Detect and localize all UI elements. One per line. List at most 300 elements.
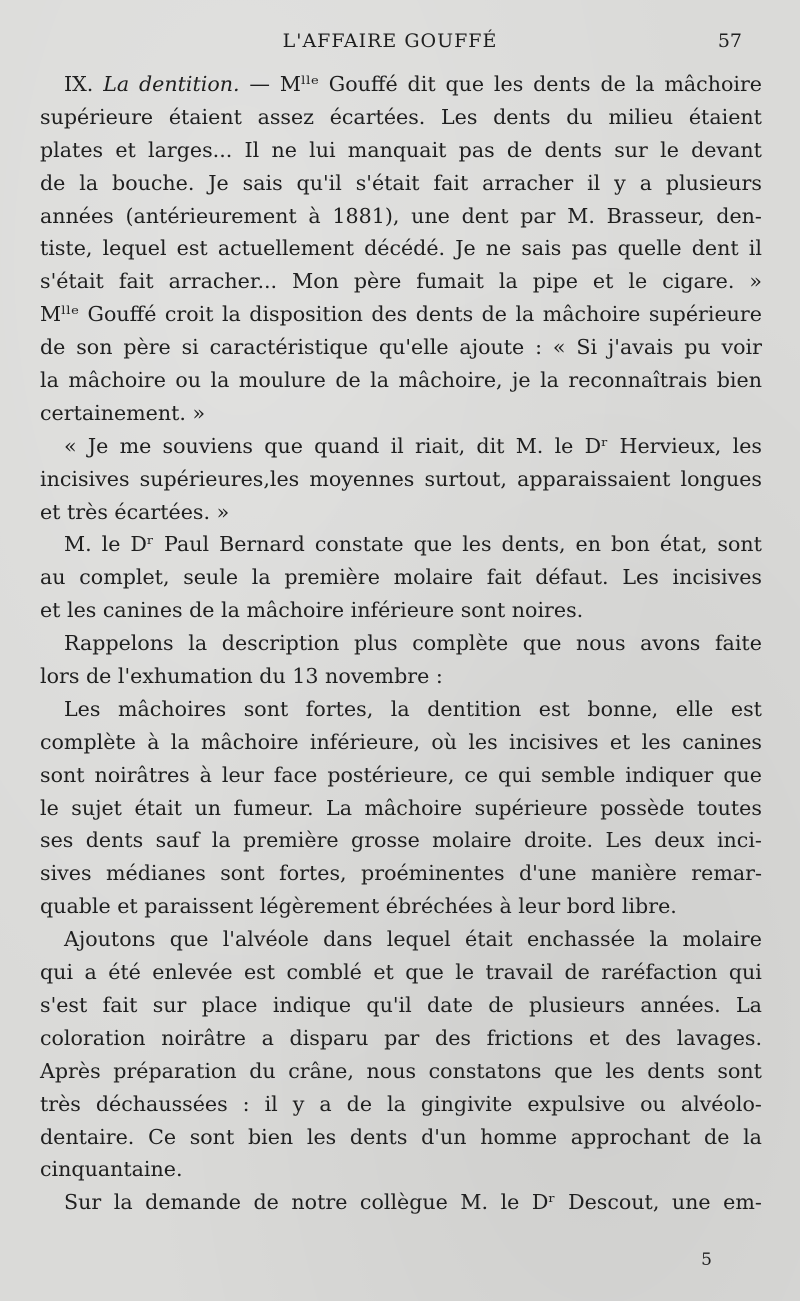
word: j'avais [607,335,674,360]
word: lequel [102,236,167,261]
quote-line [40,857,762,890]
text-line [40,430,762,463]
quote-line [40,890,762,923]
word: devant [691,137,762,162]
word: déchaussées [95,1091,228,1116]
word: molaire [432,828,512,853]
word: père [353,269,402,294]
word: est [538,696,570,721]
word: ne [485,236,512,261]
word: y [614,170,626,195]
word: Après [40,1058,101,1083]
word: reconnaîtrais [568,368,708,393]
word: sont [717,532,762,557]
quote-line [40,1088,762,1121]
word: des [625,1025,662,1050]
line-text: quable et paraissent légèrement ébréchées à leur bord libre. [40,894,677,919]
word: plates [40,137,104,162]
word: est [243,960,276,985]
word: la [221,302,241,327]
word: les [641,729,671,754]
word: lui [309,137,336,162]
word: état, [659,532,708,557]
quote-line [40,1153,762,1186]
quote-line [40,1121,762,1154]
word: je [512,368,531,393]
word: La [326,795,352,820]
text-line [40,627,762,660]
word: leur [221,762,264,787]
word: » [749,269,762,294]
word: notre [291,1190,348,1215]
word: fumeur. [233,795,314,820]
word: actuellement [217,236,354,261]
word: mâchoire [364,795,463,820]
word: la [40,368,59,393]
word: nous [366,1058,417,1083]
word: Les [441,104,478,129]
word: dentition. [139,72,240,96]
word: préparation [113,1058,237,1083]
word: qu'elle [378,335,449,360]
word: qui [498,762,532,787]
word: proéminentes [361,861,505,886]
word: remar- [691,861,762,886]
word: dit [407,72,436,96]
word: dents [493,104,551,129]
word: pipe [532,269,578,294]
text-line [40,561,762,594]
word: le [660,137,679,162]
word: constatons [428,1058,542,1083]
text-line [40,298,762,331]
word: apparaissaient [517,466,671,491]
word: de [600,72,626,96]
word: a [639,170,652,195]
word: supérieures,les [139,466,300,491]
word: pas [571,236,608,261]
word: elle [675,696,714,721]
running-title: L'AFFAIRE GOUFFÉ [282,30,498,52]
word: sont [717,1058,762,1083]
word: nous [576,631,626,656]
word: den- [716,203,762,228]
word: s'est [40,992,88,1017]
word: disparu [289,1025,369,1050]
word: enlevée [152,960,233,985]
text-line [40,134,762,167]
word: sauf [155,828,200,853]
word: postérieure, [327,762,455,787]
page-header [0,30,800,60]
word: bonne, [587,696,659,721]
text-line [40,397,762,430]
word: la [515,302,535,327]
word: manquait [347,137,447,162]
word: il [264,1091,278,1116]
word: est [730,696,762,721]
word: les [462,532,492,557]
word: mâchoire [200,729,299,754]
word: Dʳ [584,433,609,458]
word: son [76,335,113,360]
word: dents [349,1124,408,1149]
word: Les [605,828,642,853]
word: les [306,1124,337,1149]
quote-line [40,792,762,825]
word: toutes [696,795,762,820]
word: La [736,992,762,1017]
word: ou [640,1091,666,1116]
word: été [108,960,141,985]
word: ou [175,368,202,393]
word: « [64,433,77,458]
word: de [40,335,66,360]
word: Je [208,170,229,195]
word: une [671,1190,711,1215]
word: Les [64,696,101,721]
word: une [411,203,450,228]
word: Gouffé [328,72,398,96]
word: quand [314,433,380,458]
word: qui [728,960,762,985]
word: frictions [486,1025,574,1050]
word: canines [682,729,762,754]
word: par [384,1025,420,1050]
word: avons [640,631,701,656]
word: décédé. [364,236,446,261]
word: riait, [415,433,466,458]
text-line [40,496,762,529]
word: em- [723,1190,762,1215]
word: noirâtres [94,762,190,787]
word: surtout, [424,466,507,491]
word: mâchoire [542,302,641,327]
word: qu'il [296,170,342,195]
word: Descout, [568,1190,660,1215]
word: écartées. [329,104,426,129]
word: de [253,1190,279,1215]
word: il [390,433,404,458]
word: Ce [148,1124,177,1149]
word: complète [40,729,136,754]
word: plus [354,631,398,656]
word: il [748,236,762,261]
word: dents, [501,532,566,557]
word: coloration [40,1025,146,1050]
word: plusieurs [528,992,626,1017]
word: des [371,302,408,327]
word: dans [323,927,373,952]
word: sais [521,236,562,261]
word: indiquer [625,762,714,787]
word: constate [314,532,404,557]
word: dents [647,1058,705,1083]
word: que [169,927,209,952]
word: la [649,927,669,952]
word: le [500,1190,520,1215]
word: lequel [386,927,451,952]
word: la [498,269,518,294]
word: Mˡˡᵉ [40,302,80,327]
word: ajoute [459,335,525,360]
line-text: et très écartées. » [40,499,230,524]
word: la [210,368,230,393]
word: mâchoire, [398,368,503,393]
word: gingivite [420,1091,513,1116]
word: M. [460,1190,489,1215]
word: enchassée [526,927,636,952]
word: que [405,960,444,985]
word: dit [476,433,505,458]
word: grosse [351,828,420,853]
quote-line [40,726,762,759]
word: pas [458,137,495,162]
word: le [101,532,121,557]
word: molaire [682,927,762,952]
word: était [465,927,513,952]
word: dents [544,137,602,162]
quote-line [40,824,762,857]
word: Dʳ [531,1190,556,1215]
word: raréfaction [601,960,718,985]
word: possède [600,795,685,820]
text-line [40,528,762,561]
quote-line [40,956,762,989]
word: de [488,992,514,1017]
word: Sur [64,1190,102,1215]
word: la [211,828,231,853]
word: M. [64,532,92,557]
word: qui [40,960,74,985]
word: — [249,72,271,96]
word: fumait [416,269,484,294]
body-text [40,68,762,1219]
word: du [249,1058,276,1083]
word: incisives [509,729,599,754]
word: Gouffé [87,302,157,327]
word: les [605,1058,635,1083]
word: arracher [482,170,574,195]
word: et [589,1025,610,1050]
word: la [188,631,208,656]
word: et [609,729,631,754]
word: étaient [168,104,242,129]
word: première [243,828,339,853]
word: sont [243,696,289,721]
word: collègue [359,1190,448,1215]
word: d'un [421,1124,467,1149]
word: à [308,203,321,228]
word: sont [220,861,265,886]
word: Mon [292,269,339,294]
word: fait [102,992,138,1017]
line-text: cinquantaine. [40,1157,183,1182]
word: que [522,631,562,656]
word: de [564,960,590,985]
word: les [732,433,762,458]
quote-line [40,693,762,726]
word: description [221,631,340,656]
word: dentaire. [40,1124,135,1149]
word: a [84,960,97,985]
word: « [552,335,566,360]
word: a [319,1091,332,1116]
text-line [40,101,762,134]
word: travail [485,960,553,985]
word: de [506,137,533,162]
word: Dʳ [130,532,155,557]
word: arracher... [168,269,278,294]
word: faite [714,631,762,656]
word: il [587,170,601,195]
word: la [387,1091,406,1116]
word: que [413,532,453,557]
word: fortes, [305,696,374,721]
quote-line [40,1055,762,1088]
quote-line [40,989,762,1022]
word: la [540,368,559,393]
word: assez [257,104,315,129]
word: longues [680,466,762,491]
word: homme [480,1124,558,1149]
word: mâchoire [664,72,762,96]
word: milieu [608,104,674,129]
quote-line [40,1022,762,1055]
text-line [40,594,762,627]
word: y [292,1091,305,1116]
word: la [170,729,190,754]
word: que [445,72,485,96]
word: des [435,1025,471,1050]
word: alvéolo- [680,1091,762,1116]
word: première [284,565,380,590]
word: années. [640,992,721,1017]
word: la [390,696,410,721]
word: indique [272,992,352,1017]
word: bon [610,532,650,557]
word: fait [486,565,522,590]
word: IX. [64,72,94,96]
line-text: certainement. » [40,400,206,425]
word: Je [87,433,109,458]
word: le [628,269,648,294]
word: comblé [286,960,362,985]
word: (antérieurement [125,203,297,228]
word: Mˡˡᵉ [279,72,319,96]
word: l'alvéole [222,927,309,952]
word: disposition [249,302,363,327]
word: Je [455,236,476,261]
word: supérieure [474,795,588,820]
word: et [592,269,614,294]
word: s'était [355,170,420,195]
word: que [554,1058,593,1083]
word: est [176,236,208,261]
word: larges... [148,137,233,162]
word: plusieurs [665,170,762,195]
word: manière [590,861,677,886]
text-line [40,200,762,233]
text-line [40,265,762,298]
word: mâchoires [117,696,227,721]
word: Brasseur, [606,203,705,228]
word: expulsive [527,1091,626,1116]
word: sais [242,170,283,195]
word: complète [412,631,509,656]
word: voir [721,335,762,360]
quote-line [40,923,762,956]
word: Ajoutons [64,927,156,952]
word: complet, [79,565,170,590]
word: Les [622,565,659,590]
word: par [520,203,556,228]
word: la [743,1124,762,1149]
word: père [123,335,171,360]
word: moyennes [309,466,415,491]
word: dents [415,302,474,327]
word: 1881), [332,203,400,228]
word: mâchoire [68,368,166,393]
word: les [493,72,524,96]
word: fortes, [279,861,347,886]
word: à [199,762,212,787]
word: dents [85,828,144,853]
word: inférieure, [309,729,421,754]
word: au [40,565,66,590]
text-line [40,364,762,397]
text-line [40,660,762,693]
word: ce [464,762,489,787]
word: dent [691,236,739,261]
word: pu [684,335,711,360]
word: Hervieux, [619,433,722,458]
word: face [273,762,318,787]
text-line [40,232,762,265]
word: défaut. [535,565,609,590]
word: de [704,1124,730,1149]
word: à [147,729,160,754]
word: deux [654,828,705,853]
word: la [635,72,655,96]
line-text: et les canines de la mâchoire inférieure sont noires. [40,598,584,623]
word: Paul [164,532,210,557]
word: qu'il [366,992,412,1017]
word: ses [40,828,74,853]
text-line [40,167,762,200]
text-line [40,68,762,101]
word: sur [614,137,648,162]
word: cigare. [662,269,735,294]
word: tiste, [40,236,93,261]
word: le [40,795,59,820]
word: le [554,433,574,458]
word: la [251,565,271,590]
word: incisives [672,565,762,590]
word: que [723,762,762,787]
text-line [40,331,762,364]
word: me [119,433,152,458]
word: fait [118,269,154,294]
word: sont [40,762,85,787]
word: inci- [716,828,762,853]
quote-line [40,759,762,792]
word: La [103,72,130,96]
word: le [455,960,475,985]
line-text: lors de l'exhumation du 13 novembre : [40,664,443,689]
word: supérieure [648,302,762,327]
word: M. [567,203,595,228]
